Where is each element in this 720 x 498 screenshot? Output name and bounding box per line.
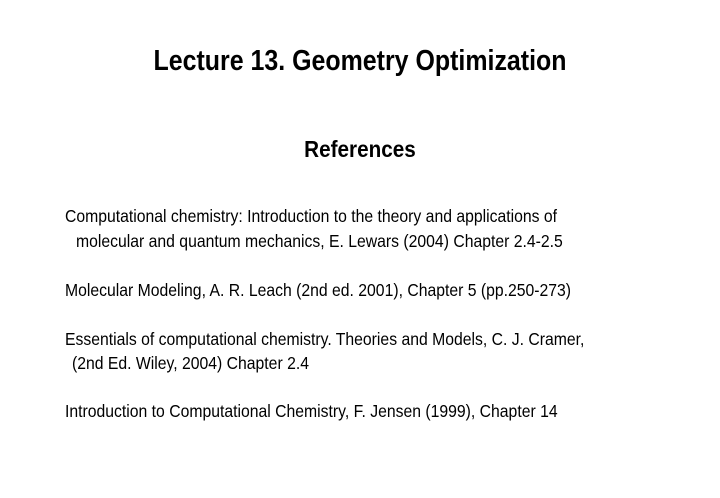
reference-4: Introduction to Computational Chemistry, F. Jensen (1999), Chapter 14 [65,401,558,421]
reference-1-line-1: Computational chemistry: Introduction to the theory and applications of [65,206,558,226]
slide-title: Lecture 13. Geometry Optimization [153,45,567,77]
reference-1-line-2: molecular and quantum mechanics, E. Lewars (2004) Chapter 2.4-2.5 [76,231,563,251]
references-heading: References [304,136,416,162]
reference-3-line-2: (2nd Ed. Wiley, 2004) Chapter 2.4 [72,353,309,373]
reference-2: Molecular Modeling, A. R. Leach (2nd ed. 2001), Chapter 5 (pp.250-273) [65,280,572,300]
reference-3-line-1: Essentials of computational chemistry. Theories and Models, C. J. Cramer, [65,329,585,349]
